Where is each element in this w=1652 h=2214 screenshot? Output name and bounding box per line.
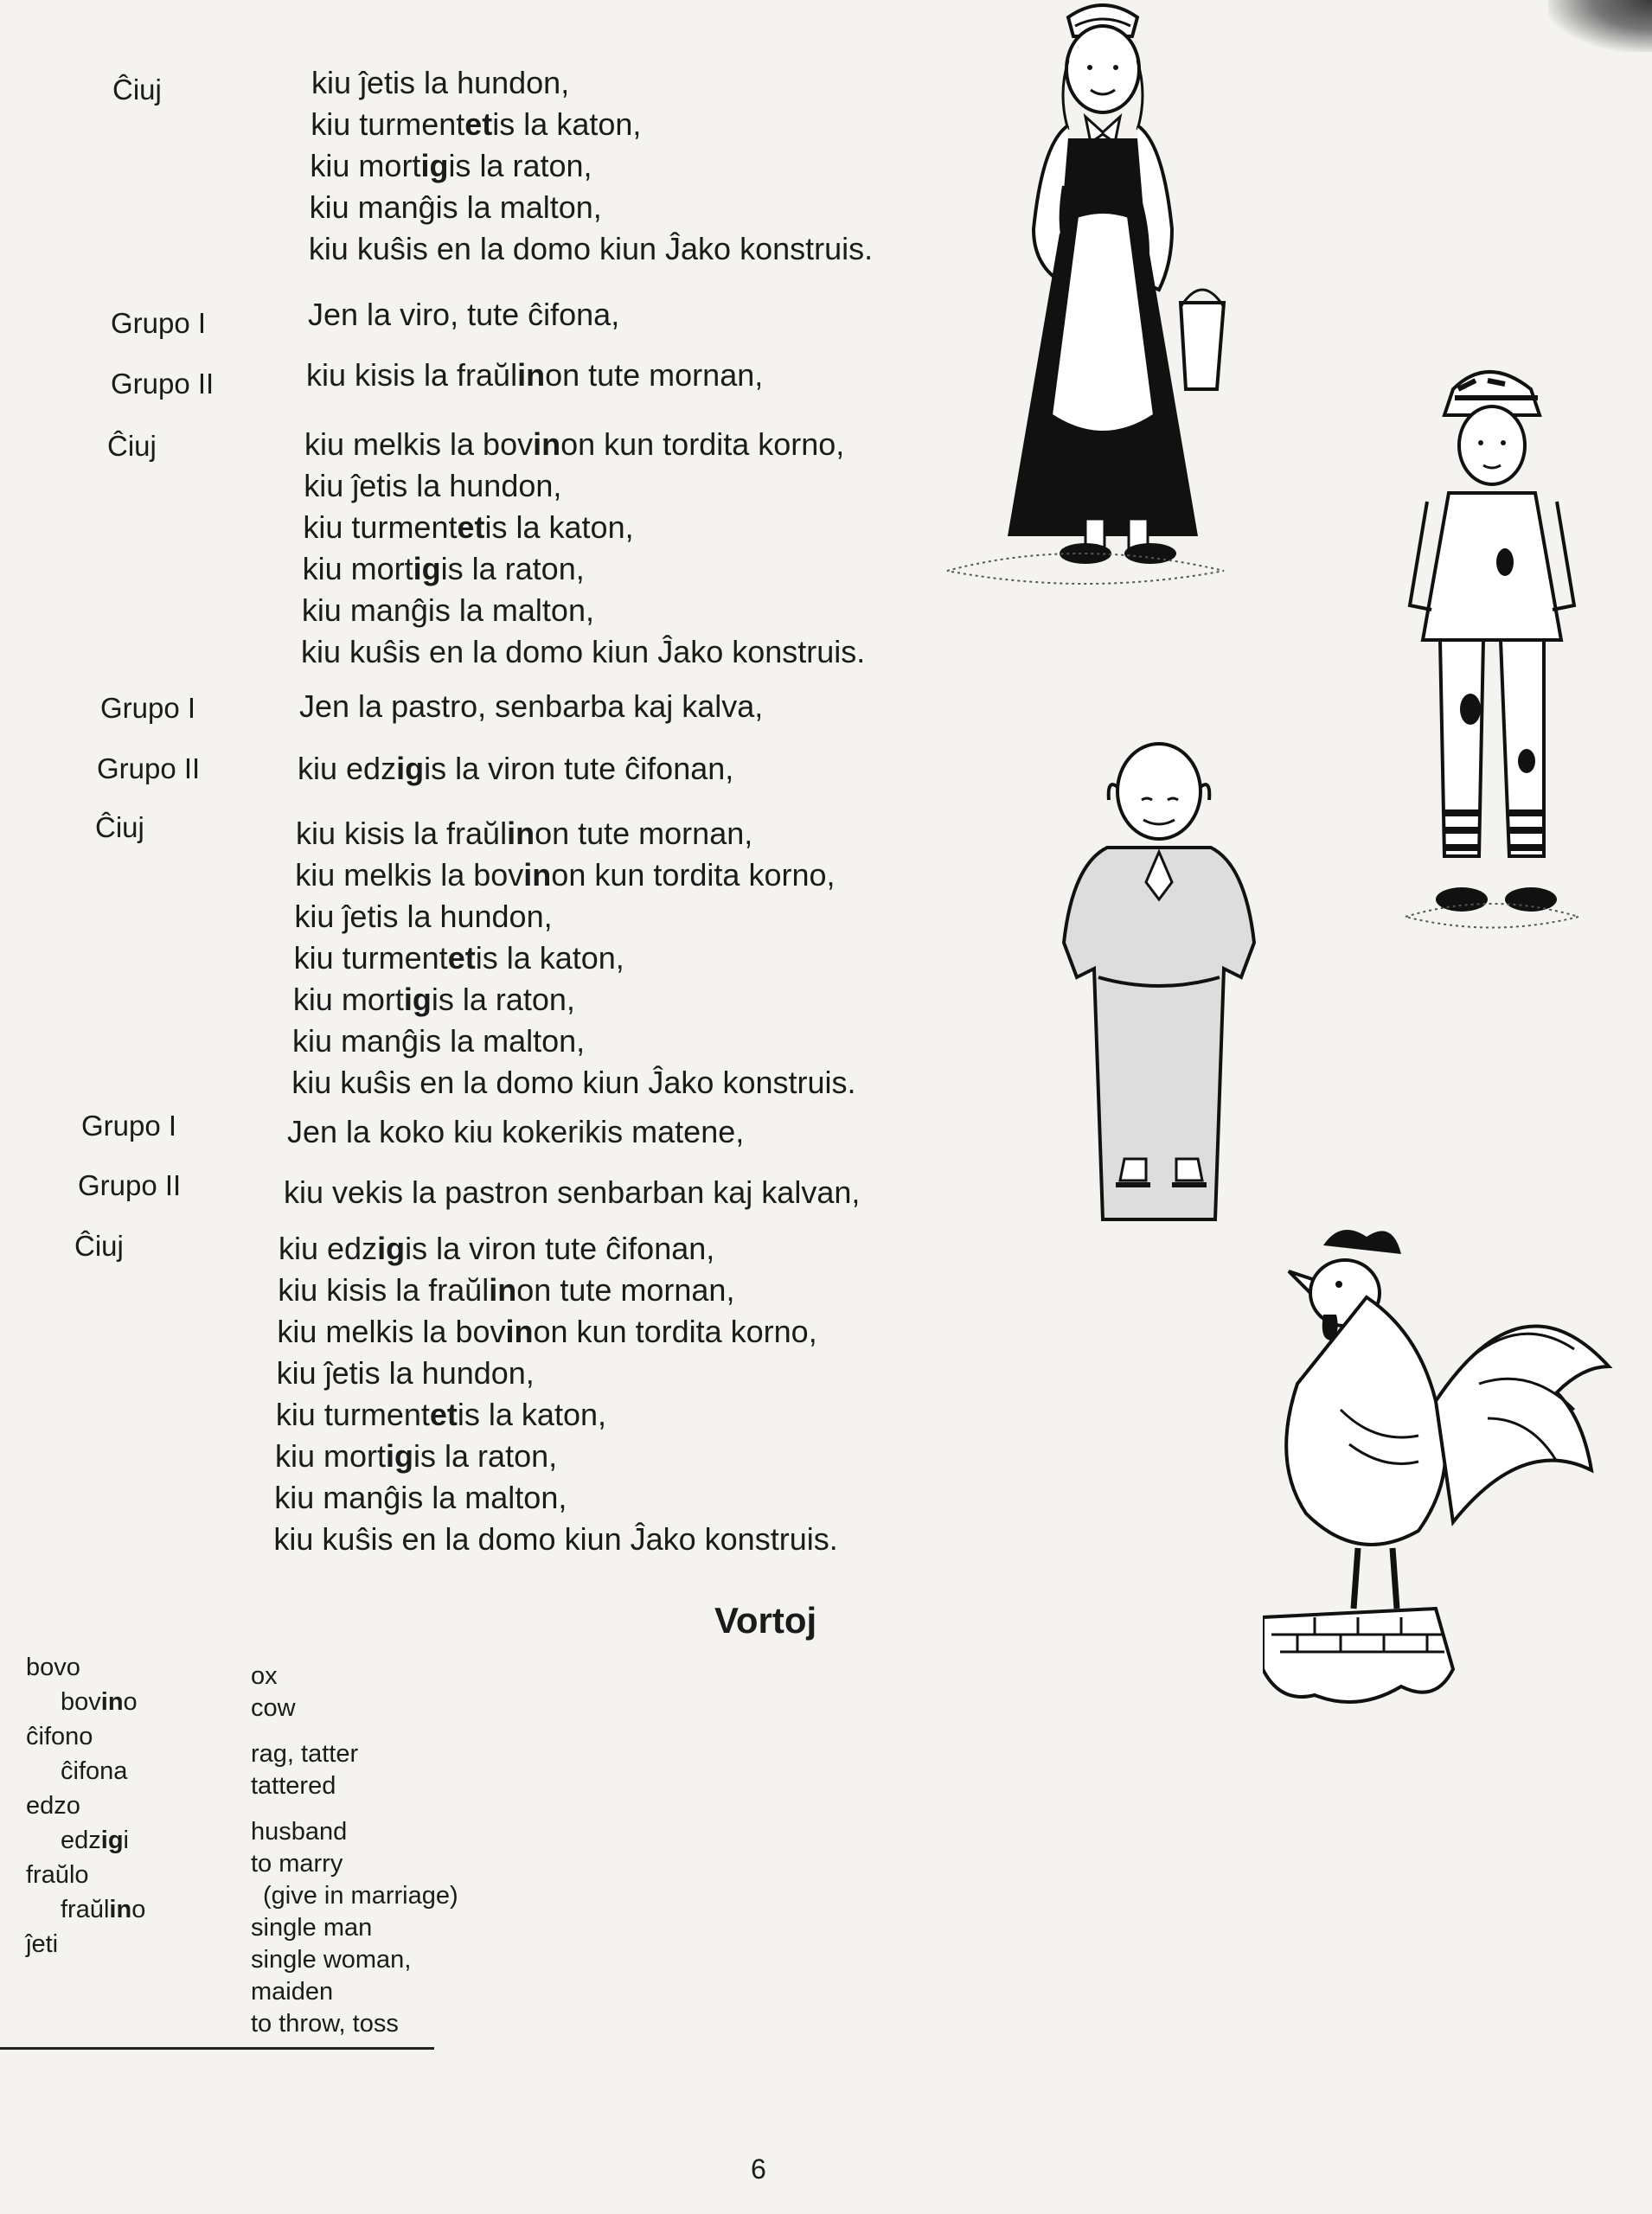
verse-line — [291, 1062, 855, 1104]
affix-highlight: in — [507, 816, 535, 851]
word-part: o — [123, 1688, 138, 1716]
verse-text: kiu manĝis la malton, — [292, 1023, 586, 1059]
verse-text: is la raton, — [431, 982, 575, 1017]
verse-text: kiu vekis la pastron senbarban kaj kalvan, — [284, 1174, 861, 1210]
verse-line — [304, 424, 865, 465]
affix-highlight: in — [523, 857, 552, 893]
vocab-title: Vortoj — [714, 1600, 817, 1641]
ragged-man-illustration — [1401, 363, 1583, 960]
verse-line — [273, 1519, 837, 1560]
verse-text: kiu kisis la fraŭl — [296, 816, 508, 851]
speaker-label: Grupo I — [81, 1110, 177, 1142]
speaker-label: Grupo II — [111, 368, 215, 400]
vocab-definition: husband — [251, 1818, 348, 1846]
vocab-definition: single man — [251, 1914, 373, 1942]
affix-highlight: ig — [420, 148, 449, 183]
verse-line — [294, 937, 856, 979]
verse-text: kiu manĝis la malton, — [301, 592, 594, 628]
verse-lines — [273, 1228, 838, 1560]
verse-text: is la viron tute ĉifonan, — [405, 1231, 715, 1266]
verse-line — [311, 62, 873, 104]
vocab-definition: ox — [251, 1662, 278, 1690]
word-part: edzo — [26, 1792, 80, 1820]
page-number: 6 — [751, 2153, 766, 2185]
word-part: fraŭlo — [26, 1861, 89, 1889]
verse-text: is la katon, — [475, 940, 624, 976]
affix-highlight: et — [457, 509, 485, 545]
verse-text: kiu mort — [302, 551, 413, 586]
vocab-definition: rag, tatter — [251, 1740, 359, 1768]
vocab-word — [26, 1788, 145, 1823]
speaker-label: Grupo II — [78, 1169, 182, 1201]
speaker-label: Ĉiuj — [95, 811, 144, 843]
verse-text: kiu edz — [298, 751, 397, 786]
affix-highlight: et — [447, 940, 476, 976]
verse-line — [308, 294, 619, 336]
verse-text: kiu mort — [292, 982, 404, 1017]
verse-line — [293, 979, 856, 1021]
verse-text: kiu manĝis la malton, — [309, 189, 602, 225]
verse-lines — [287, 1111, 744, 1153]
word-part: o — [131, 1896, 146, 1923]
milkmaid-illustration — [938, 0, 1233, 597]
verse-lines — [306, 355, 763, 396]
suffix-divider — [0, 2047, 434, 2050]
verse-text: is la raton, — [448, 148, 592, 183]
verse-text: kiu turment — [303, 509, 458, 545]
affix-highlight: ig — [386, 1438, 414, 1474]
verse-line — [294, 896, 855, 937]
vocab-definition: (give in marriage) — [263, 1882, 458, 1910]
verse-text: Jen la pastro, senbarba kaj kalva, — [299, 688, 764, 724]
speaker-label: Grupo I — [100, 692, 196, 724]
word-part: ĉifona — [61, 1757, 128, 1785]
verse-line — [303, 507, 865, 548]
affix-highlight: ig — [403, 982, 432, 1017]
verse-text: on tute mornan, — [545, 357, 764, 393]
affix-highlight: in — [517, 357, 546, 393]
verse-line — [279, 1228, 838, 1270]
vocab-word — [26, 1823, 145, 1858]
word-part: ĉifono — [26, 1723, 93, 1750]
verse-text: is la raton, — [413, 1438, 558, 1474]
vocab-definition: tattered — [251, 1772, 336, 1800]
verse-line — [301, 631, 865, 673]
word-part: edz — [61, 1827, 101, 1854]
vocab-word — [26, 1650, 145, 1685]
verse-text: kiu manĝis la malton, — [274, 1480, 567, 1515]
affix-highlight: in — [533, 426, 561, 462]
verse-text: kiu kuŝis en la domo kiun Ĵako konstruis. — [301, 634, 866, 669]
verse-text: on kun tordita korno, — [560, 426, 845, 462]
verse-line — [311, 104, 873, 145]
speaker-label: Grupo II — [97, 752, 201, 784]
verse-lines — [308, 62, 874, 270]
vocab-definition: single woman, — [251, 1946, 412, 1974]
verse-text: is la raton, — [440, 551, 585, 586]
affix-highlight: in — [100, 1688, 124, 1716]
verse-line — [298, 748, 733, 790]
verse-text: kiu ĵetis la hundon, — [294, 899, 553, 934]
affix-highlight: in — [489, 1272, 517, 1308]
affix-highlight: ig — [413, 551, 441, 586]
verse-text: kiu edz — [279, 1231, 378, 1266]
verse-line — [292, 1021, 856, 1062]
verse-text: kiu mort — [310, 148, 421, 183]
word-part: fraŭl — [61, 1896, 110, 1923]
verse-text: on tute mornan, — [516, 1272, 735, 1308]
vocab-word — [26, 1685, 145, 1719]
affix-highlight: et — [464, 106, 493, 142]
speaker-label: Ĉiuj — [107, 430, 157, 462]
verse-line — [295, 854, 855, 896]
verse-lines — [301, 424, 866, 673]
verse-text: is la katon, — [457, 1397, 606, 1432]
verse-text: kiu kisis la fraŭl — [278, 1272, 490, 1308]
verse-text: kiu ĵetis la hundon, — [311, 65, 570, 100]
vocab-word — [26, 1927, 145, 1961]
verse-text: kiu kuŝis en la domo kiun Ĵako konstruis. — [291, 1065, 856, 1100]
verse-text: Jen la viro, tute ĉifona, — [308, 297, 620, 332]
affix-highlight: et — [429, 1397, 458, 1432]
verse-lines — [284, 1172, 860, 1213]
verse-line — [306, 355, 763, 396]
word-part: bov — [61, 1688, 101, 1716]
verse-line — [309, 228, 873, 270]
verse-line — [276, 1394, 838, 1436]
verse-text: Jen la koko kiu kokerikis matene, — [287, 1114, 745, 1149]
verse-text: kiu melkis la bov — [304, 426, 534, 462]
verse-line — [287, 1111, 744, 1153]
verse-line — [299, 686, 763, 727]
verse-text: on kun tordita korno, — [551, 857, 836, 893]
vocab-definition: to throw, toss — [251, 2010, 399, 2038]
vocab-word — [26, 1892, 145, 1927]
word-part: ĵeti — [26, 1930, 59, 1958]
vocab-word — [26, 1719, 145, 1754]
verse-text: on kun tordita korno, — [533, 1314, 817, 1349]
vocab-column-english-1 — [251, 1660, 458, 2040]
verse-line — [277, 1353, 838, 1394]
verse-line — [274, 1477, 838, 1519]
verse-line — [310, 187, 874, 228]
verse-line — [275, 1436, 838, 1477]
vocab-definition: cow — [251, 1694, 296, 1722]
verse-text: kiu kisis la fraŭl — [306, 357, 518, 393]
vocab-definition: to marry — [251, 1850, 343, 1878]
verse-line — [303, 548, 866, 590]
vocab-word — [26, 1754, 145, 1788]
word-part: bovo — [26, 1654, 80, 1681]
verse-line — [304, 465, 865, 507]
vocab-definition: maiden — [251, 1978, 334, 2006]
verse-line — [277, 1311, 837, 1353]
vocab-column-esperanto-1 — [26, 1650, 145, 1961]
verse-text: kiu turment — [275, 1397, 430, 1432]
verse-text: is la viron tute ĉifonan, — [424, 751, 734, 786]
vocab-word — [26, 1858, 145, 1892]
affix-highlight: ig — [396, 751, 425, 786]
verse-lines — [298, 748, 733, 790]
verse-line — [302, 590, 866, 631]
affix-highlight: in — [505, 1314, 534, 1349]
rooster-illustration — [1263, 1219, 1626, 1738]
verse-lines — [299, 686, 763, 727]
verse-text: is la katon, — [492, 106, 642, 142]
verse-lines — [308, 294, 619, 336]
verse-text: kiu melkis la bov — [277, 1314, 506, 1349]
verse-text: kiu melkis la bov — [295, 857, 524, 893]
word-part: i — [123, 1827, 129, 1854]
verse-line — [310, 145, 873, 187]
verse-text: is la katon, — [484, 509, 634, 545]
verse-text: kiu turment — [293, 940, 448, 976]
verse-lines — [291, 813, 856, 1104]
verse-line — [296, 813, 856, 854]
priest-illustration — [1047, 735, 1271, 1237]
affix-highlight: ig — [100, 1827, 124, 1854]
verse-text: kiu kuŝis en la domo kiun Ĵako konstruis. — [273, 1521, 838, 1557]
speaker-label: Ĉiuj — [112, 74, 162, 106]
verse-text: kiu turment — [311, 106, 465, 142]
verse-text: kiu mort — [275, 1438, 387, 1474]
verse-text: kiu ĵetis la hundon, — [276, 1355, 535, 1391]
affix-highlight: in — [109, 1896, 132, 1923]
page-corner-shadow — [1548, 0, 1652, 52]
speaker-label: Grupo I — [111, 307, 207, 339]
verse-text: on tute mornan, — [535, 816, 753, 851]
verse-line — [278, 1270, 838, 1311]
affix-highlight: ig — [377, 1231, 406, 1266]
verse-line — [284, 1172, 860, 1213]
verse-text: kiu kuŝis en la domo kiun Ĵako konstruis. — [308, 231, 874, 266]
verse-text: kiu ĵetis la hundon, — [304, 468, 562, 503]
speaker-label: Ĉiuj — [74, 1230, 124, 1262]
